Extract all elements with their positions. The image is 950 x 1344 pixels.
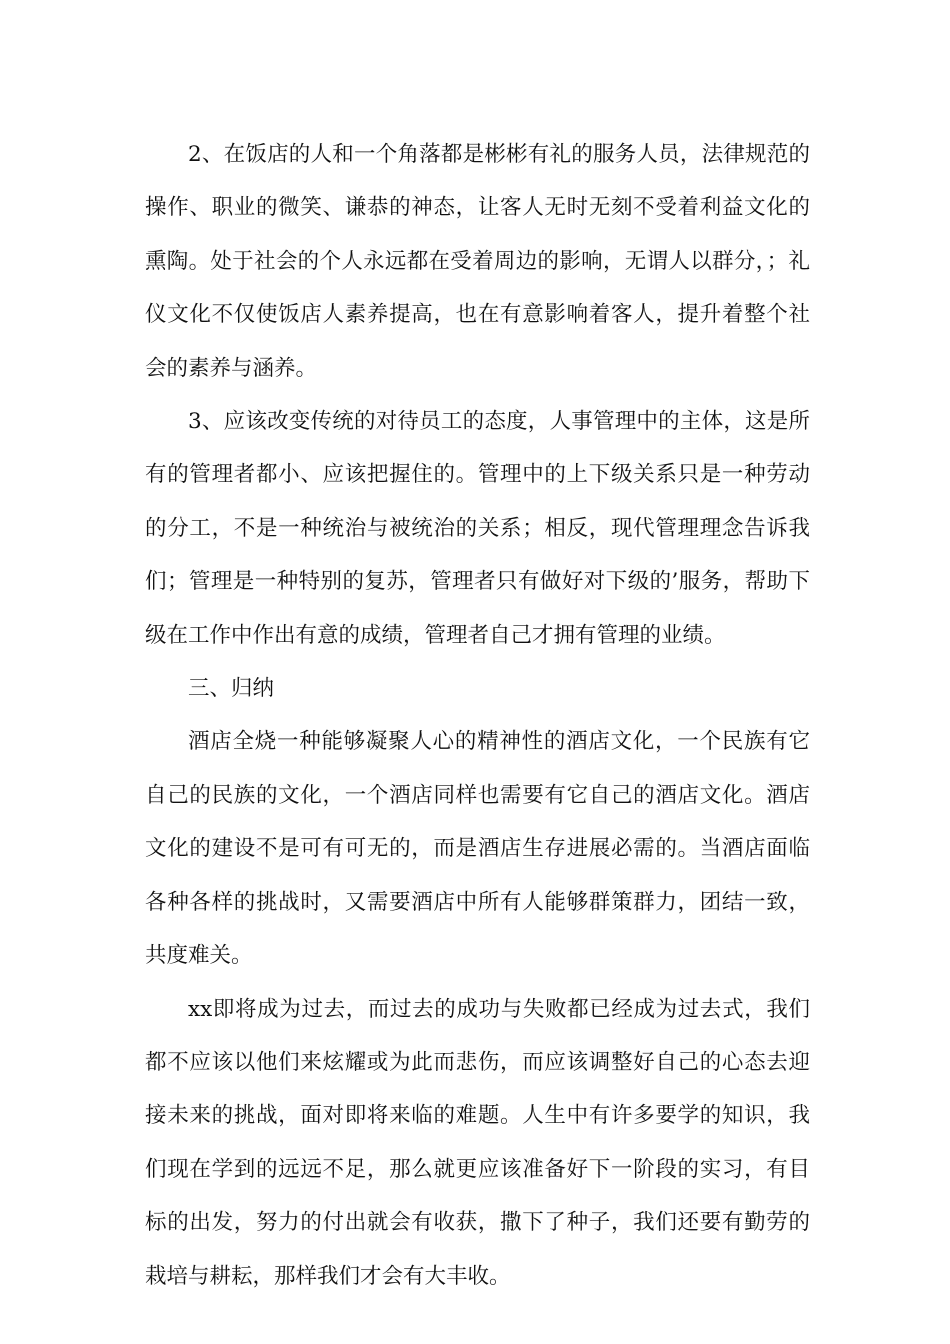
document-body	[145, 128, 810, 1303]
paragraph-staff-management: 3、应该改变传统的对待员工的态度，人事管理中的主体，这是所有的管理者都小、应该把握住的。管理中的上下级关系只是一种劳动的分工，不是一种统治与被统治的关系；相反，现代管理理念告诉我们；管理是一种特别的复苏，管理者只有做好对下级的’服务，帮助下级在工作中作出有意的成绩，管理者自己才拥有管理的业绩。	[145, 409, 810, 648]
paragraph-hotel-etiquette: 2、在饭店的人和一个角落都是彬彬有礼的服务人员，法律规范的操作、职业的微笑、谦恭的神态，让客人无时无刻不受着利益文化的熏陶。处于社会的个人永远都在受着周边的影响，无谓人以群分，；礼仪文化不仅使饭店人素养提高，也在有意影响着客人，提升着整个社会的素养与涵养。	[145, 142, 810, 381]
section-heading-summary: 三、归纳	[188, 676, 275, 702]
paragraph-conclusion: xx即将成为过去，而过去的成功与失败都已经成为过去式，我们都不应该以他们来炫耀或为此而悲伤，而应该调整好自己的心态去迎接未来的挑战，面对即将来临的难题。人生中有许多要学的知识，我们现在学到的远远不足，那么就更应该准备好下一阶段的实习，有目标的出发，努力的付出就会有收获，撒下了种子，我们还要有勤劳的栽培与耕耘，那样我们才会有大丰收。	[145, 996, 810, 1289]
paragraph-hotel-culture: 酒店全烧一种能够凝聚人心的精神性的酒店文化，一个民族有它自己的民族的文化，一个酒店同样也需要有它自己的酒店文化。酒店文化的建设不是可有可无的，而是酒店生存进展必需的。当酒店面临各种各样的挑战时，又需要酒店中所有人能够群策群力，团结一致，共度难关。	[145, 729, 810, 969]
